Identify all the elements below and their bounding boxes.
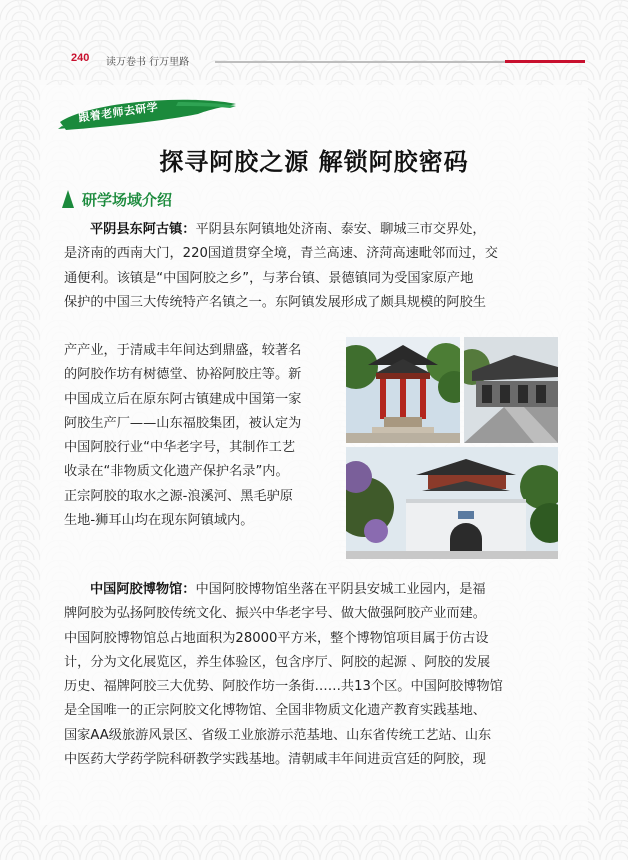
pavilion-photo xyxy=(346,337,460,443)
paragraph-line: 中国阿胶博物馆坐落在平阴县安城工业园内，是福 xyxy=(195,582,486,597)
paragraph-line: 阿胶生产厂——山东福胶集团，被认定为 xyxy=(64,415,302,431)
hall-photo xyxy=(464,337,558,443)
paragraph-lead: 中国阿胶博物馆： xyxy=(90,582,196,597)
paragraph-line: 保护的中国三大传统特产名镇之一。东阿镇发展形成了颇具规模的阿胶生 xyxy=(64,294,486,310)
paragraph-line: 产产业，于清咸丰年间达到鼎盛，较著名 xyxy=(64,343,302,358)
paragraph-line: 国家AA级旅游风景区、省级工业旅游示范基地、山东省传统工艺站、山东 xyxy=(64,727,492,743)
header-rule-accent xyxy=(505,60,585,63)
header-rule xyxy=(215,61,505,63)
section-title: 研学场域介绍 xyxy=(82,191,173,209)
gate-photo xyxy=(346,447,558,559)
paragraph-ejiao-museum xyxy=(64,578,568,772)
paragraph-line: 的阿胶作坊有树德堂、协裕阿胶庄等。新 xyxy=(64,367,302,383)
column-banner xyxy=(58,96,238,130)
paragraph-line: 生地-狮耳山均在现东阿镇域内。 xyxy=(64,513,254,529)
paragraph-line: 正宗阿胶的取水之源-浪溪河、黑毛驴原 xyxy=(64,488,293,504)
running-title: 读万卷书 行万里路 xyxy=(106,57,190,68)
page-header xyxy=(0,52,628,72)
paragraph-line: 收录在“非物质文化遗产保护名录”内。 xyxy=(64,464,289,480)
paragraph-lead: 平阴县东阿古镇： xyxy=(90,222,196,237)
paragraph-line: 平阴县东阿镇地处济南、泰安、聊城三市交界处， xyxy=(195,222,486,237)
paragraph-dong-e-town xyxy=(64,218,562,315)
paragraph-dong-e-town-continued xyxy=(64,339,344,533)
paragraph-line: 是济南的西南大门，220国道贯穿全境，青兰高速、济菏高速毗邻而过，交 xyxy=(64,246,498,262)
paragraph-line: 中医药大学药学院科研教学实践基地。清朝咸丰年间进贡宫廷的阿胶，现 xyxy=(64,752,486,768)
article-title: 探寻阿胶之源 解锁阿胶密码 xyxy=(159,147,469,176)
paragraph-line: 中国阿胶博物馆总占地面积为28000平方米，整个博物馆项目属于仿古设 xyxy=(64,630,489,646)
banner-label: 跟着老师去研学 xyxy=(77,100,160,125)
paragraph-line: 计，分为文化展览区，养生体验区，包含序厅、阿胶的起源 、阿胶的发展 xyxy=(64,654,491,670)
paragraph-line: 历史、福牌阿胶三大优势、阿胶作坊一条街……共13个区。中国阿胶博物馆 xyxy=(64,679,503,695)
paragraph-line: 是全国唯一的正宗阿胶文化博物馆、全国非物质文化遗产教育实践基地、 xyxy=(64,703,486,719)
paragraph-line: 通便利。该镇是“中国阿胶之乡”，与茅台镇、景德镇同为受国家原产地 xyxy=(64,270,474,286)
paragraph-line: 中国阿胶行业“中华老字号，其制作工艺 xyxy=(64,440,296,456)
paragraph-line: 牌阿胶为弘扬阿胶传统文化、振兴中华老字号、做大做强阿胶产业而建。 xyxy=(64,606,486,622)
page-number: 240 xyxy=(71,52,90,64)
triangle-marker-icon xyxy=(62,190,74,208)
paragraph-line: 中国成立后在原东阿古镇建成中国第一家 xyxy=(64,391,302,407)
